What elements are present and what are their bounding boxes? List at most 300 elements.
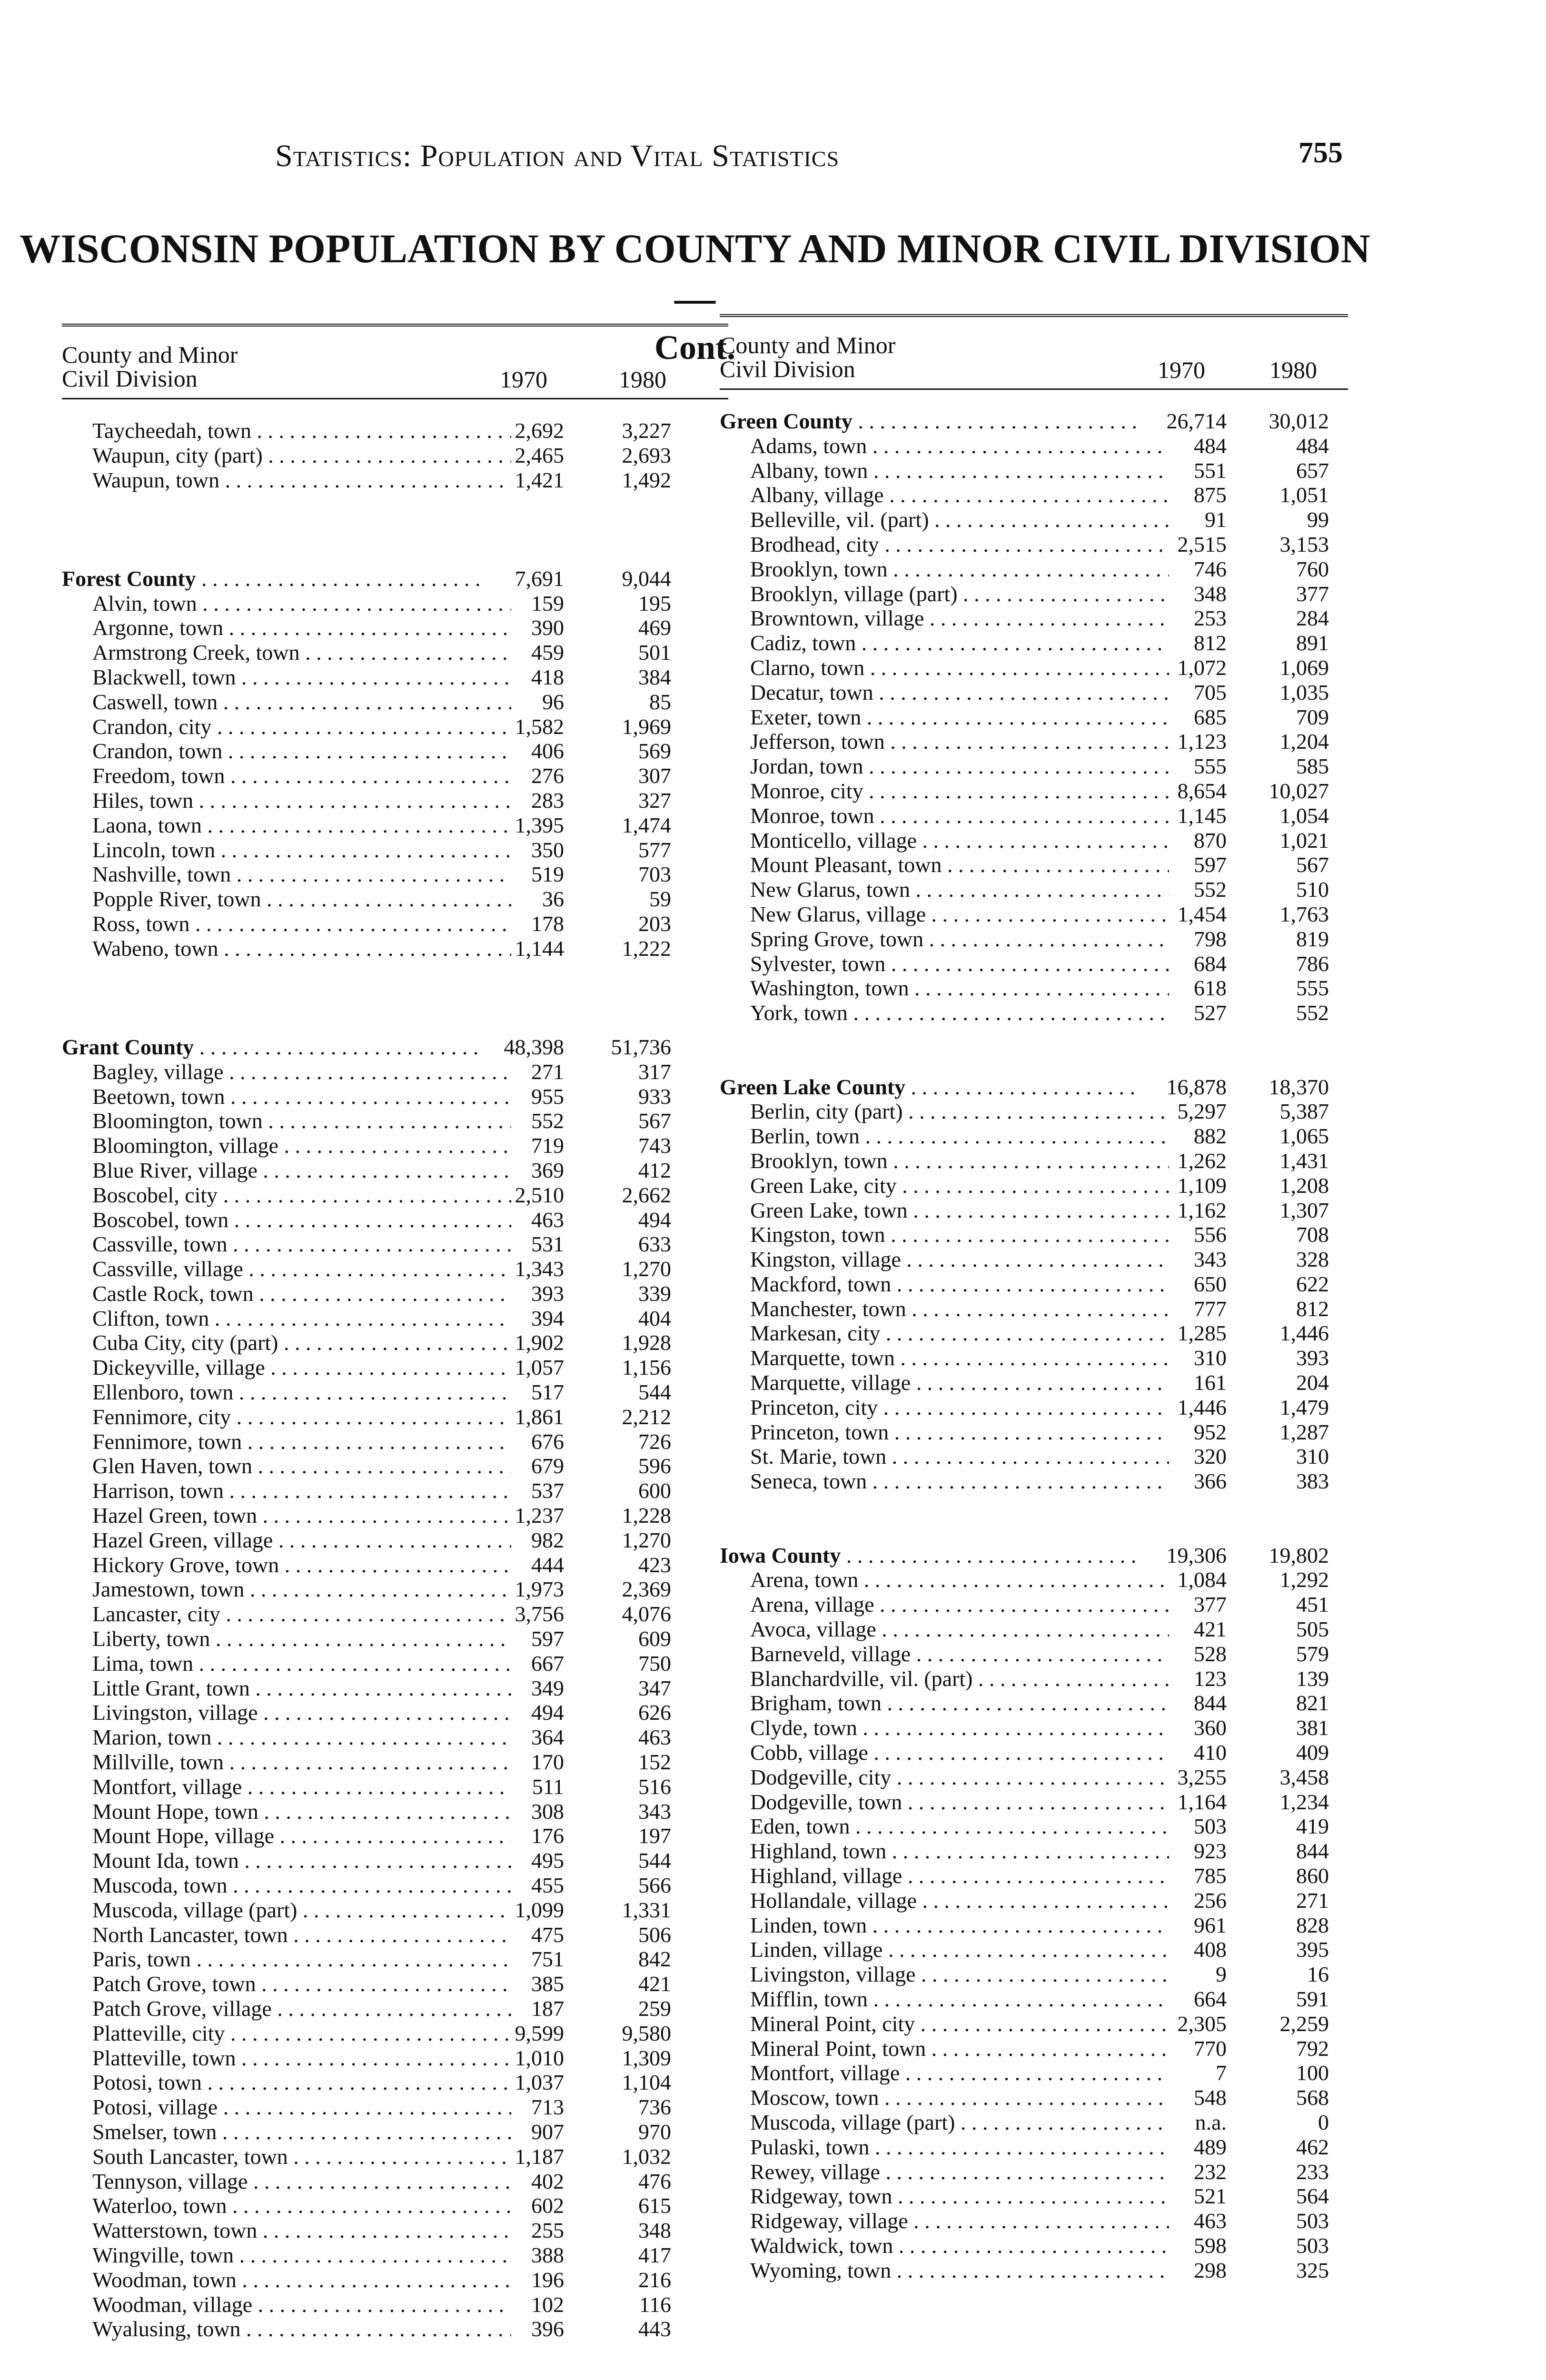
table-row	[720, 1987, 1348, 2012]
division-name: Green Lake, city . . .	[720, 1173, 1169, 1198]
table-row	[62, 2144, 728, 2169]
division-name: Nashville, town . . .	[62, 862, 511, 887]
division-name: Cadiz, town . . .	[720, 631, 1169, 655]
table-row	[720, 1765, 1348, 1790]
value-1980: 1,104	[622, 2070, 671, 2095]
table-row	[62, 1996, 728, 2021]
value-1980: 419	[1296, 1814, 1329, 1839]
value-1970: 390	[531, 615, 564, 640]
value-1970: 255	[531, 2218, 564, 2243]
value-1970: 556	[1194, 1222, 1227, 1247]
division-name: Cobb, village . . .	[720, 1740, 1169, 1765]
division-name: Mineral Point, town . . .	[720, 2036, 1169, 2061]
value-1980: 2,259	[1279, 2011, 1329, 2036]
county-row	[720, 1543, 1348, 1568]
value-1970: 1,057	[515, 1355, 564, 1380]
value-1970: 360	[1194, 1716, 1227, 1740]
division-name: Lincoln, town . . .	[62, 838, 511, 863]
table-row	[62, 862, 728, 887]
table-row	[62, 1208, 728, 1232]
right-table	[720, 314, 1348, 2283]
division-name: Platteville, town . . .	[62, 2046, 511, 2071]
value-1970: 684	[1194, 951, 1227, 976]
value-1970: 410	[1194, 1740, 1227, 1765]
table-row	[720, 1864, 1348, 1888]
value-1970: 19,306	[1166, 1543, 1227, 1567]
table-row	[720, 2061, 1348, 2085]
value-1980: 404	[638, 1306, 671, 1330]
division-name: Clyde, town . . .	[720, 1716, 1169, 1740]
value-1980: 1,228	[622, 1503, 671, 1528]
table-row	[62, 1330, 728, 1355]
value-1980: 552	[1296, 1001, 1329, 1025]
table-row	[720, 902, 1348, 927]
value-1970: 719	[531, 1133, 564, 1158]
value-1980: 1,054	[1279, 803, 1329, 828]
value-1970: 1,072	[1177, 655, 1227, 680]
value-1980: 325	[1296, 2258, 1329, 2282]
value-1980: 203	[638, 911, 671, 936]
division-name: Potosi, village . . .	[62, 2095, 511, 2120]
value-1970: 1,109	[1177, 1173, 1227, 1198]
value-1970: 298	[1194, 2258, 1227, 2282]
division-name: Forest County . . .	[62, 566, 481, 591]
value-1980: 1,969	[622, 714, 671, 739]
value-1980: 100	[1296, 2061, 1329, 2085]
value-1980: 347	[638, 1676, 671, 1700]
table-row	[720, 655, 1348, 680]
value-1970: 8,654	[1177, 778, 1227, 803]
value-1970: 798	[1194, 926, 1227, 951]
division-name: Albany, village . . .	[720, 483, 1169, 507]
value-1970: 519	[531, 862, 564, 887]
division-name: Blanchardville, vil. (part) . . .	[720, 1666, 1169, 1691]
value-1980: 2,662	[622, 1182, 671, 1207]
table-row	[720, 1913, 1348, 1938]
division-name: Green County . . .	[720, 409, 1139, 434]
table-row	[720, 606, 1348, 631]
division-name: Clifton, town . . .	[62, 1306, 511, 1331]
table-row	[720, 1691, 1348, 1716]
spacer-row	[62, 1010, 728, 1035]
value-1970: 1,237	[515, 1503, 564, 1528]
table-row	[62, 1775, 728, 1799]
table-row	[720, 1247, 1348, 1272]
table-row	[720, 1444, 1348, 1469]
table-row	[62, 690, 728, 714]
value-1970: 1,446	[1177, 1395, 1227, 1419]
table-row	[720, 458, 1348, 483]
value-1980: 3,227	[622, 418, 671, 443]
value-1980: 3,458	[1279, 1765, 1329, 1789]
division-name: Lancaster, city . . .	[62, 1602, 511, 1626]
table-row	[720, 2184, 1348, 2209]
table-row	[720, 1321, 1348, 1346]
table-row	[720, 1370, 1348, 1395]
value-1970: 475	[531, 1922, 564, 1947]
table-row	[720, 1740, 1348, 1765]
table-row	[62, 1405, 728, 1429]
value-1970: 1,037	[515, 2070, 564, 2095]
value-1970: 495	[531, 1848, 564, 1873]
division-name: Fennimore, city . . .	[62, 1405, 511, 1429]
table-row	[62, 1626, 728, 1651]
table-row	[62, 2046, 728, 2071]
value-1980: 462	[1296, 2134, 1329, 2159]
table-row	[720, 705, 1348, 730]
value-1980: 579	[1296, 1641, 1329, 1666]
division-name: Brooklyn, village (part) . . .	[720, 582, 1169, 606]
value-1970: 517	[531, 1380, 564, 1405]
division-name: Mineral Point, city . . .	[720, 2012, 1169, 2036]
value-1980: 1,763	[1279, 902, 1329, 926]
division-name: Princeton, city . . .	[720, 1395, 1169, 1420]
table-row	[720, 1222, 1348, 1247]
value-1980: 860	[1296, 1864, 1329, 1888]
value-1980: 1,051	[1279, 483, 1329, 507]
division-name: Platteville, city . . .	[62, 2021, 511, 2046]
value-1980: 1,270	[622, 1257, 671, 1281]
value-1970: 1,902	[515, 1330, 564, 1355]
value-1970: 494	[531, 1700, 564, 1725]
division-name: Adams, town . . .	[720, 434, 1169, 458]
table-row	[720, 828, 1348, 853]
value-1970: 1,582	[515, 714, 564, 739]
value-1980: 591	[1296, 1987, 1329, 2011]
value-1980: 596	[638, 1454, 671, 1478]
value-1970: 1,285	[1177, 1321, 1227, 1346]
table-row	[62, 764, 728, 788]
table-row	[720, 582, 1348, 606]
value-1980: 609	[638, 1626, 671, 1651]
spacer-row	[62, 985, 728, 1010]
value-1980: 16	[1307, 1962, 1329, 1987]
value-1980: 503	[1296, 2233, 1329, 2258]
value-1970: 91	[1205, 507, 1227, 532]
column-label-line-1: County and Minor	[62, 341, 238, 368]
value-1980: 381	[1296, 1716, 1329, 1740]
division-name: Woodman, town . . .	[62, 2268, 511, 2292]
division-name: Mackford, town . . .	[720, 1272, 1169, 1297]
year-1970-header: 1970	[500, 366, 547, 393]
table-row	[720, 779, 1348, 803]
division-name: Decatur, town . . .	[720, 680, 1169, 705]
value-1970: 3,255	[1177, 1765, 1227, 1789]
division-name: Muscoda, town . . .	[62, 1873, 511, 1898]
table-row	[720, 1272, 1348, 1297]
division-name: Marion, town . . .	[62, 1725, 511, 1750]
value-1970: 597	[1194, 853, 1227, 877]
division-name: Montfort, village . . .	[62, 1775, 511, 1799]
division-name: Dickeyville, village . . .	[62, 1355, 511, 1380]
value-1980: 463	[638, 1725, 671, 1750]
value-1980: 412	[638, 1158, 671, 1182]
value-1970: 161	[1194, 1370, 1227, 1395]
division-name: New Glarus, town . . .	[720, 877, 1169, 902]
division-name: Argonne, town . . .	[62, 615, 511, 640]
table-row	[720, 1888, 1348, 1913]
division-name: Highland, town . . .	[720, 1839, 1169, 1864]
spacer-row	[720, 1025, 1348, 1050]
table-row	[62, 615, 728, 640]
table-row	[62, 1750, 728, 1775]
table-row	[62, 2292, 728, 2317]
value-1980: 451	[1296, 1592, 1329, 1617]
value-1970: 1,010	[515, 2045, 564, 2070]
value-1970: 256	[1194, 1888, 1227, 1913]
value-1980: 51,736	[611, 1034, 671, 1059]
division-name: Washington, town . . .	[720, 976, 1169, 1001]
value-1970: 705	[1194, 680, 1227, 704]
division-name: Popple River, town . . .	[62, 887, 511, 912]
value-1980: 792	[1296, 2036, 1329, 2061]
value-1980: 709	[1296, 704, 1329, 729]
value-1980: 343	[638, 1799, 671, 1824]
value-1970: 484	[1194, 433, 1227, 458]
value-1980: 1,292	[1279, 1567, 1329, 1592]
value-1980: 657	[1296, 458, 1329, 483]
value-1970: 528	[1194, 1641, 1227, 1666]
column-label-line-2: Civil Division	[62, 365, 198, 392]
value-1980: 310	[1296, 1444, 1329, 1469]
table-row	[62, 1700, 728, 1725]
value-1980: 726	[638, 1429, 671, 1454]
table-row	[720, 1962, 1348, 1987]
table-row	[62, 1799, 728, 1824]
table-row	[720, 507, 1348, 532]
spacer-row	[62, 492, 728, 517]
value-1970: 463	[531, 1207, 564, 1232]
value-1970: 102	[531, 2292, 564, 2317]
table-header	[720, 317, 1348, 388]
value-1970: 785	[1194, 1864, 1227, 1888]
table-row	[720, 1001, 1348, 1025]
table-header-rule	[62, 398, 728, 399]
table-row	[62, 640, 728, 665]
division-name: Bagley, village . . .	[62, 1060, 511, 1084]
division-name: Lima, town . . .	[62, 1651, 511, 1676]
table-row	[62, 1947, 728, 1972]
division-name: Linden, town . . .	[720, 1913, 1169, 1938]
county-row	[62, 566, 728, 591]
value-1970: 1,164	[1177, 1789, 1227, 1814]
value-1970: 421	[1194, 1617, 1227, 1642]
spacer-row	[62, 542, 728, 566]
value-1970: 1,973	[515, 1577, 564, 1602]
value-1970: 393	[531, 1281, 564, 1306]
division-name: Crandon, town . . .	[62, 739, 511, 764]
division-name: Muscoda, village (part) . . .	[720, 2110, 1169, 2135]
value-1980: 19,802	[1269, 1543, 1329, 1567]
table-row	[62, 1232, 728, 1257]
column-label	[720, 333, 895, 381]
value-1970: 7,691	[515, 566, 564, 591]
table-row	[720, 2258, 1348, 2283]
spacer-row	[62, 517, 728, 542]
value-1970: 923	[1194, 1839, 1227, 1864]
value-1980: 1,446	[1279, 1321, 1329, 1346]
value-1980: 516	[638, 1774, 671, 1799]
division-name: Livingston, village . . .	[62, 1700, 511, 1725]
value-1970: 1,861	[515, 1404, 564, 1429]
table-row	[62, 1602, 728, 1626]
value-1970: 26,714	[1166, 409, 1227, 433]
value-1980: 626	[638, 1700, 671, 1725]
value-1970: 952	[1194, 1419, 1227, 1444]
table-row	[62, 665, 728, 690]
table-row	[62, 838, 728, 863]
value-1970: 982	[531, 1527, 564, 1552]
table-row	[720, 2135, 1348, 2160]
value-1980: 577	[638, 837, 671, 862]
table-row	[62, 1972, 728, 1996]
value-1980: 703	[638, 862, 671, 887]
table-row	[720, 1617, 1348, 1642]
division-name: Marquette, town . . .	[720, 1346, 1169, 1370]
division-name: Hickory Grove, town . . .	[62, 1553, 511, 1577]
value-1980: 271	[1296, 1888, 1329, 1913]
table-row	[720, 1592, 1348, 1617]
division-name: Albany, town . . .	[720, 458, 1169, 483]
division-name: Jamestown, town . . .	[62, 1577, 511, 1602]
division-name: St. Marie, town . . .	[720, 1444, 1169, 1469]
value-1980: 1,309	[622, 2045, 671, 2070]
division-name: Fennimore, town . . .	[62, 1429, 511, 1454]
value-1970: 343	[1194, 1247, 1227, 1272]
value-1980: 18,370	[1269, 1074, 1329, 1099]
table-row	[720, 1173, 1348, 1198]
value-1970: 777	[1194, 1296, 1227, 1321]
table-row	[62, 1478, 728, 1503]
value-1970: 618	[1194, 976, 1227, 1001]
value-1970: 455	[531, 1873, 564, 1898]
value-1980: 750	[638, 1651, 671, 1676]
division-name: Livingston, village . . .	[720, 1962, 1169, 1987]
value-1970: 385	[531, 1972, 564, 1996]
value-1970: 402	[531, 2169, 564, 2193]
division-name: Brooklyn, town . . .	[720, 1149, 1169, 1173]
division-name: Brooklyn, town . . .	[720, 557, 1169, 582]
value-1970: 907	[531, 2119, 564, 2144]
division-name: Berlin, town . . .	[720, 1124, 1169, 1149]
value-1980: 476	[638, 2169, 671, 2193]
value-1980: 233	[1296, 2159, 1329, 2184]
value-1980: 970	[638, 2119, 671, 2144]
table-row	[720, 1642, 1348, 1666]
table-row	[62, 2317, 728, 2341]
value-1970: 408	[1194, 1937, 1227, 1962]
value-1980: 30,012	[1269, 409, 1329, 433]
value-1970: 308	[531, 1799, 564, 1824]
value-1980: 1,204	[1279, 729, 1329, 754]
value-1970: 310	[1194, 1346, 1227, 1370]
title-line-2: Cont.	[654, 328, 735, 367]
value-1970: 1,123	[1177, 729, 1227, 754]
division-name: Taycheedah, town . . .	[62, 418, 511, 443]
value-1980: 743	[638, 1133, 671, 1158]
table-row	[62, 1923, 728, 1947]
division-name: Bloomington, village . . .	[62, 1133, 511, 1158]
division-name: Linden, village . . .	[720, 1937, 1169, 1962]
table-row	[62, 912, 728, 936]
value-1980: 328	[1296, 1247, 1329, 1272]
value-1970: 123	[1194, 1666, 1227, 1691]
table-row	[62, 1528, 728, 1553]
division-name: Cassville, town . . .	[62, 1232, 511, 1257]
division-name: Seneca, town . . .	[720, 1469, 1169, 1494]
value-1980: 566	[638, 1873, 671, 1898]
value-1970: 537	[531, 1478, 564, 1503]
value-1970: 597	[531, 1626, 564, 1651]
value-1970: 1,262	[1177, 1148, 1227, 1173]
value-1970: 511	[532, 1774, 564, 1799]
table-row	[62, 2070, 728, 2095]
value-1970: 527	[1194, 1001, 1227, 1025]
value-1970: 2,465	[515, 443, 564, 467]
table-row	[62, 2120, 728, 2144]
division-name: Dodgeville, town . . .	[720, 1790, 1169, 1815]
value-1970: 418	[531, 664, 564, 689]
value-1970: 9	[1216, 1962, 1227, 1987]
value-1970: 555	[1194, 754, 1227, 779]
value-1980: 395	[1296, 1937, 1329, 1962]
value-1980: 1,474	[622, 813, 671, 837]
table-row	[720, 1567, 1348, 1592]
value-1980: 1,156	[622, 1355, 671, 1380]
division-name: Mount Pleasant, town . . .	[720, 853, 1169, 877]
table-row	[62, 1577, 728, 1602]
value-1970: 713	[531, 2095, 564, 2120]
value-1970: 2,515	[1177, 532, 1227, 556]
spacer-row	[720, 1050, 1348, 1075]
county-row	[720, 409, 1348, 434]
value-1970: 2,692	[515, 418, 564, 443]
value-1970: 170	[531, 1750, 564, 1775]
value-1970: 366	[1194, 1469, 1227, 1494]
division-name: Patch Grove, village . . .	[62, 1996, 511, 2021]
value-1980: 760	[1296, 556, 1329, 581]
table-row	[720, 1124, 1348, 1149]
table-row	[62, 443, 728, 468]
table-row	[720, 952, 1348, 976]
value-1980: 503	[1296, 2209, 1329, 2233]
division-name: Patch Grove, town . . .	[62, 1972, 511, 1996]
value-1970: 676	[531, 1429, 564, 1454]
division-name: Brigham, town . . .	[720, 1691, 1169, 1716]
value-1970: 551	[1194, 458, 1227, 483]
division-name: Freedom, town . . .	[62, 764, 511, 788]
table-row	[720, 1149, 1348, 1173]
table-row	[720, 853, 1348, 877]
division-name: Blue River, village . . .	[62, 1158, 511, 1183]
value-1970: 159	[531, 591, 564, 615]
value-1970: 679	[531, 1454, 564, 1478]
table-row	[62, 591, 728, 616]
division-name: Iowa County . . .	[720, 1543, 1139, 1568]
column-label-line-1: County and Minor	[720, 332, 896, 358]
value-1980: 891	[1296, 631, 1329, 655]
running-head: Statistics: Population and Vital Statistics	[275, 139, 840, 173]
value-1980: 1,234	[1279, 1789, 1329, 1814]
table-row	[720, 1666, 1348, 1691]
table-row	[720, 631, 1348, 655]
value-1980: 0	[1318, 2110, 1329, 2134]
table-row	[720, 2085, 1348, 2110]
table-row	[62, 2193, 728, 2218]
division-name: Castle Rock, town . . .	[62, 1281, 511, 1306]
division-name: Grant County . . .	[62, 1035, 481, 1060]
table-row	[62, 418, 728, 443]
